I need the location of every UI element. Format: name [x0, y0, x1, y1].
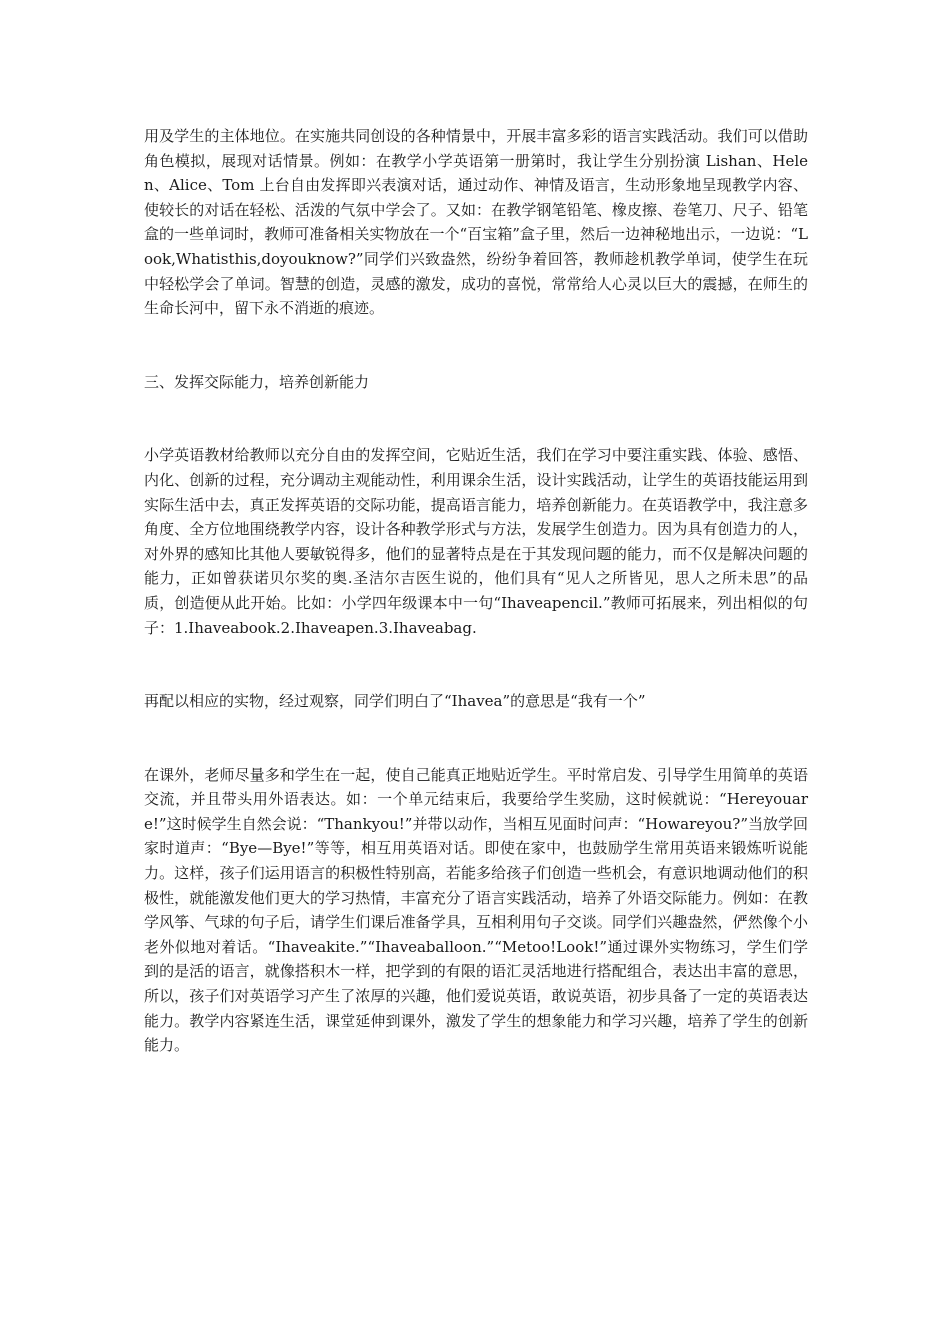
- spacer: [144, 714, 808, 763]
- paragraph-role-play: 用及学生的主体地位。在实施共同创设的各种情景中，开展丰富多彩的语言实践活动。我们可以借助角色模拟，展现对话情景。例如：在教学小学英语第一册第时，我让学生分别扮演 Lishan、Helen、Alice、Tom 上台自由发挥即兴表演对话，通过动作、神情及语言，生动形象地呈现教学内容、使较长的对话在轻松、活泼的气氛中学会了。又如：在教学钢笔铅笔、橡皮擦、卷笔刀、尺子、铅笔盒的一些单词时，教师可准备相关实物放在一个“百宝箱”盒子里，然后一边神秘地出示，一边说：“Look,Whatisthis,doyouknow?”同学们兴致盎然，纷纷争着回答，教师趁机教学单词，使学生在玩中轻松学会了单词。智慧的创造，灵感的激发，成功的喜悦，常常给人心灵以巨大的震撼，在师生的生命长河中，留下永不消逝的痕迹。: [144, 127, 808, 318]
- spacer: [144, 394, 808, 443]
- spacer: [144, 321, 808, 370]
- section-heading-3: 三、发挥交际能力，培养创新能力: [144, 372, 370, 391]
- paragraph-real-objects: 再配以相应的实物，经过观察，同学们明白了“Ihavea”的意思是“我有一个”: [144, 692, 646, 711]
- document-page: [144, 124, 808, 1058]
- paragraph-communication: 小学英语教材给教师以充分自由的发挥空间，它贴近生活，我们在学习中要注重实践、体验、感悟、内化、创新的过程，充分调动主观能动性，利用课余生活，设计实践活动，让学生的英语技能运用到实际生活中去，真正发挥英语的交际功能，提高语言能力，培养创新能力。在英语教学中，我注意多角度、全方位地围绕教学内容，设计各种教学形式与方法，发展学生创造力。因为具有创造力的人，对外界的感知比其他人要敏锐得多，他们的显著特点是在于其发现问题的能力，而不仅是解决问题的能力，正如曾获诺贝尔奖的奥.圣洁尔吉医生说的，他们具有“见人之所皆见，思人之所未思”的品质，创造便从此开始。比如：小学四年级课本中一句“Ihaveapencil.”教师可拓展来，列出相似的句子：1.Ihaveabook.2.Ihaveapen.3.Ihaveabag.: [144, 446, 808, 637]
- spacer: [144, 640, 808, 689]
- paragraph-after-class: 在课外，老师尽量多和学生在一起，使自己能真正地贴近学生。平时常启发、引导学生用简单的英语交流，并且带头用外语表达。如：一个单元结束后，我要给学生奖励，这时候就说：“Hereyouare!”这时候学生自然会说：“Thankyou!”并带以动作，当相互见面时问声：“Howareyou?”当放学回家时道声：“Bye—Bye!”等等，相互用英语对话。即使在家中，也鼓励学生常用英语来锻炼听说能力。这样，孩子们运用语言的积极性特别高，若能多给孩子们创造一些机会，有意识地调动他们的积极性，就能激发他们更大的学习热情，丰富充分了语言实践活动，培养了外语交际能力。例如：在教学风筝、气球的句子后，请学生们课后准备学具，互相利用句子交谈。同学们兴趣盎然，俨然像个小老外似地对着话。“Ihaveakite.”“Ihaveaballoon.”“Metoo!Look!”通过课外实物练习，学生们学到的是活的语言，就像搭积木一样，把学到的有限的语汇灵活地进行搭配组合，表达出丰富的意思，所以，孩子们对英语学习产生了浓厚的兴趣，他们爱说英语，敢说英语，初步具备了一定的英语表达能力。教学内容紧连生活，课堂延伸到课外，激发了学生的想象能力和学习兴趣，培养了学生的创新能力。: [144, 765, 808, 1055]
